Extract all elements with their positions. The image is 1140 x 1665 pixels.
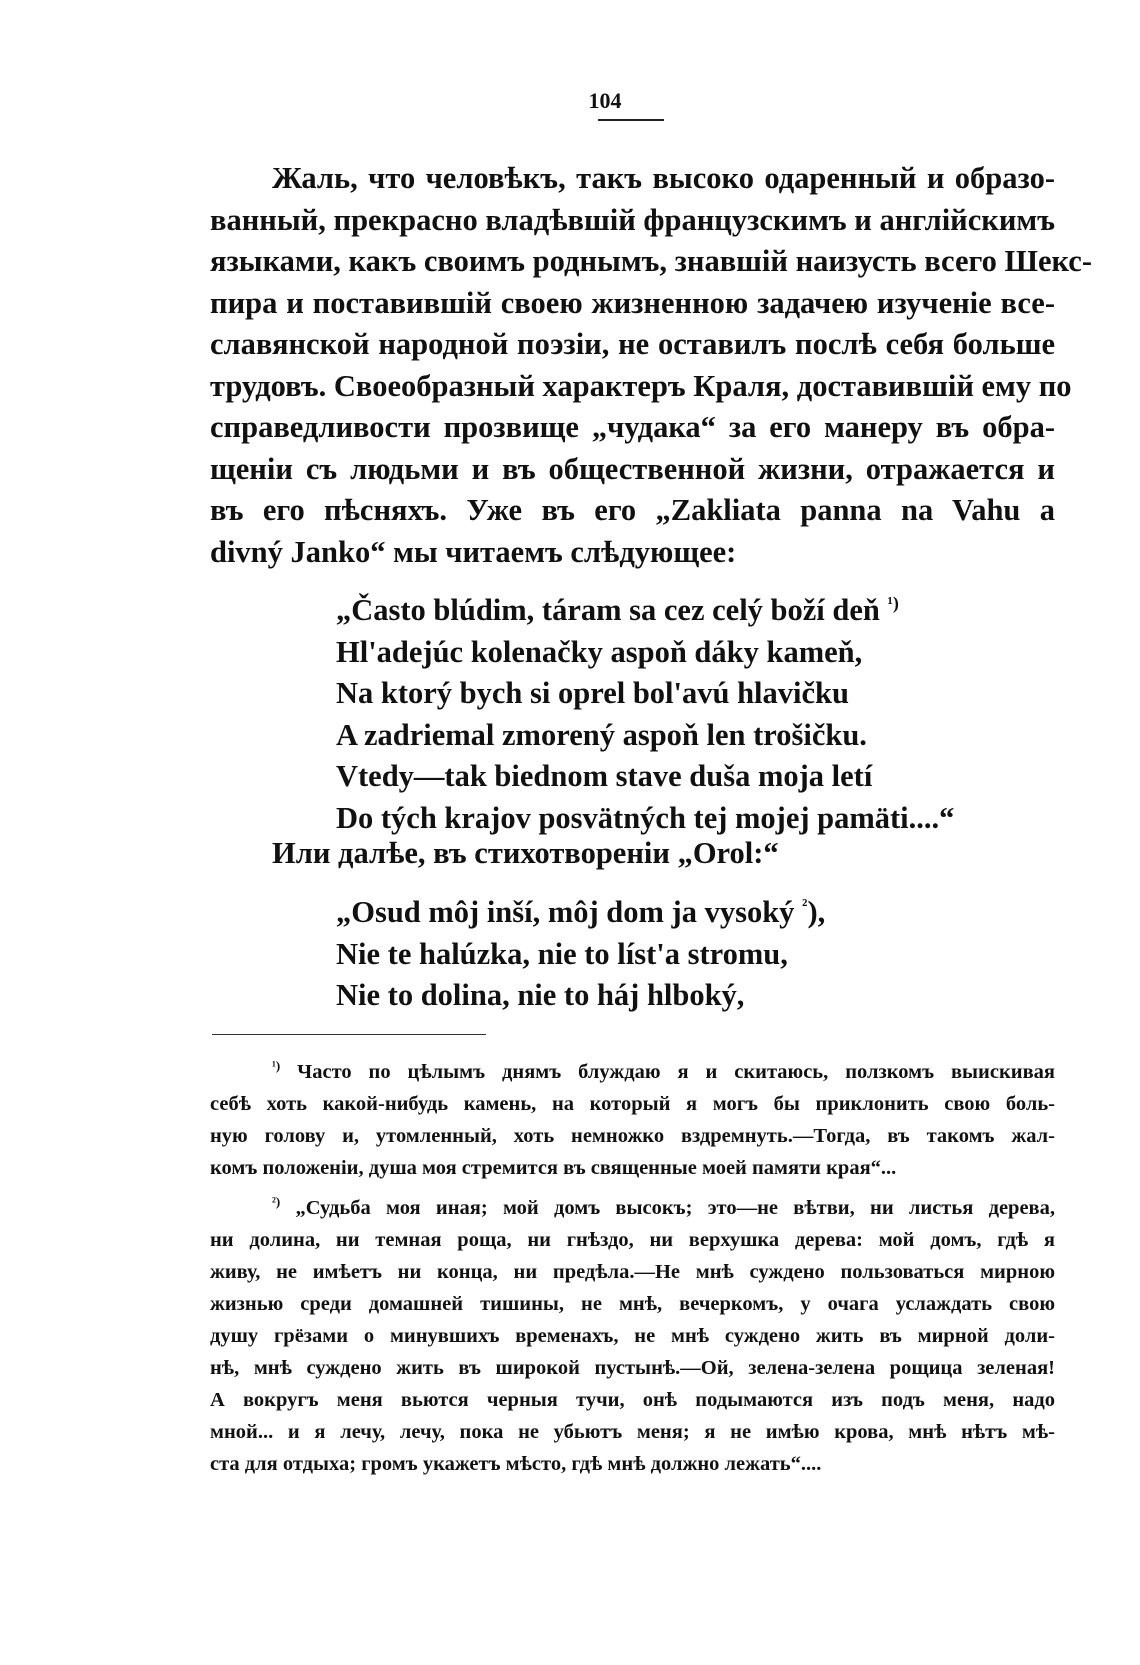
footnote-2-line: душу грёзами о минувшихъ временахъ, не мнѣ суждено жить въ мирной доли- (210, 1325, 1055, 1347)
footnote-2-marker: ²) (272, 1194, 281, 1210)
footnote-2-line: ста для отдыха; громъ укажетъ мѣсто, гдѣ мнѣ должно лежать“.... (210, 1453, 822, 1475)
paragraph-line: пира и поставившій своею жизненною задачею изученіе все- (210, 285, 1055, 320)
footnote-reference: ² (802, 894, 808, 915)
footnote-1-line: $^{^1)}$ Часто по цѣлымъ днямъ блуждаю я и скитаюсь, ползкомъ выискивая (272, 1058, 1055, 1083)
verse-line: Nie te halúzka, nie to líst'a stromu, (336, 936, 788, 971)
footnote-1-marker: ¹) (272, 1058, 281, 1074)
paragraph-line: Жаль, что человѣкъ, такъ высоко одаренный и образо- (272, 161, 1055, 195)
verse-line: Do tých krajov posvätných tej mojej pamäti....“ (336, 800, 955, 835)
verse-quote-1 (336, 590, 1036, 839)
footnote-2-line: нѣ, мнѣ суждено жить въ широкой пустынѣ.—Ой, зелена-зелена рощица зеленая! (210, 1357, 1055, 1379)
footnote-1-line: себѣ хоть какой-нибудь камень, на который я могъ бы приклонить свою боль- (210, 1093, 1055, 1115)
paragraph-line: языками, какъ своимъ роднымъ, знавшій наизусть всего Шекс- (210, 244, 1092, 278)
footnote-2-line: А вокругъ меня вьются черныя тучи, онѣ подымаются изъ подъ меня, надо (210, 1389, 1055, 1411)
footnotes (210, 1056, 1055, 1480)
page-number-rule (598, 119, 664, 121)
footnote-1-line: ную голову и, утомленный, хоть немножко вздремнуть.—Тогда, въ такомъ жал- (210, 1125, 1055, 1147)
paragraph-line: ванный, прекрасно владѣвшій французскимъ и англійскимъ (210, 202, 1055, 237)
paragraph-line: славянской народной поэзіи, не оставилъ послѣ себя больше (210, 327, 1055, 361)
footnote-2-line: ни долина, ни темная роща, ни гнѣздо, ни верхушка дерева: мой домъ, гдѣ я (210, 1229, 1055, 1251)
verse-intro-line: Или далѣе, въ стихотвореніи „Orol:“ (272, 836, 779, 870)
footnote-2 (210, 1192, 1055, 1480)
verse-line: Vtedy—tak biednom stave duša moja letí (336, 759, 873, 793)
verse-line: Hl'adejúc kolenačky aspoň dáky kameň, (336, 634, 863, 669)
paragraph-line: справедливости прозвище „чудака“ за его манеру въ обра- (210, 410, 1055, 444)
verse-line: A zadriemal zmorený aspoň len trošičku. (336, 717, 867, 752)
page-number: 104 (588, 88, 622, 113)
footnote-1-line: комъ положеніи, душа моя стремится въ священные моей памяти края“... (210, 1157, 897, 1179)
paragraph-line: трудовъ. Своеобразный характеръ Краля, доставившій ему по (210, 368, 1072, 403)
main-paragraph (210, 158, 1092, 573)
footnote-reference: ¹) (887, 592, 899, 613)
footnote-divider (212, 1034, 486, 1035)
verse-line: „Osud môj inší, môj dom ja vysoký $^{^2}$), (336, 894, 826, 929)
footnote-2-line: живу, не имѣетъ ни конца, ни предѣла.—Не мнѣ суждено пользоваться мирною (210, 1261, 1055, 1283)
paragraph-line: divný Janko“ мы читаемъ слѣдующее: (210, 534, 737, 569)
verse-line: Nie to dolina, nie to háj hlboký, (336, 978, 745, 1012)
footnote-2-line: $^{^2)}$ „Судьба моя иная; мой домъ высокъ; это—не вѣтви, ни листья дерева, (272, 1194, 1055, 1219)
footnote-2-line: жизнью среди домашней тишины, не мнѣ, вечеркомъ, у очага услаждать свою (210, 1293, 1055, 1315)
verse-quote-2 (336, 892, 1036, 1017)
paragraph-line: щеніи съ людьми и въ общественной жизни, отражается и (210, 451, 1055, 486)
verse-line: „Často blúdim, táram sa cez celý boží deň $^{^1)}$ (336, 592, 899, 627)
verse-line: Na ktorý bych si oprel bol'avú hlavičku (336, 676, 849, 710)
footnote-2-line: мной... и я лечу, лечу, пока не убьютъ меня; я не имѣю крова, мнѣ нѣтъ мѣ- (210, 1421, 1055, 1443)
paragraph-line: въ его пѣсняхъ. Уже въ его „Zakliata panna na Vahu a (210, 493, 1055, 527)
